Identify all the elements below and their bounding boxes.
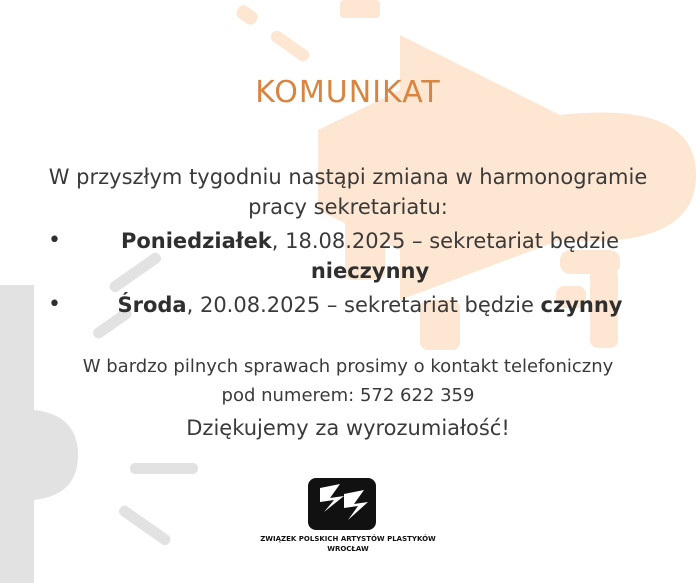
phone-line: pod numerem: 572 622 359 [221, 385, 475, 406]
zpap-logo-icon [306, 476, 378, 532]
list-item [40, 226, 660, 286]
contact-info [20, 352, 676, 410]
intro-text: W przyszłym tygodniu nastąpi zmiana w harmonogramie pracy sekretariatu: [48, 165, 648, 219]
contact-line: W bardzo pilnych sprawach prosimy o kontakt telefoniczny [82, 356, 614, 377]
day-label: Poniedziałek [120, 229, 272, 253]
date-text: , 18.08.2025 – sekretariat będzie [271, 229, 620, 253]
org-city: WROCŁAW [327, 545, 369, 553]
date-text: , 20.08.2025 – sekretariat będzie [186, 293, 541, 317]
thanks-text: Dziękujemy za wyrozumiałość! [186, 416, 510, 440]
day-label: Środa [117, 293, 187, 317]
page-title: KOMUNIKAT [255, 75, 441, 110]
bullet-icon: • [48, 292, 61, 317]
status-label: nieczynny [310, 259, 430, 283]
org-name: ZWIĄZEK POLSKICH ARTYSTÓW PLASTYKÓW [260, 535, 436, 543]
bullet-icon: • [48, 228, 61, 253]
status-label: czynny [540, 293, 623, 317]
organization-name [200, 534, 496, 554]
list-item [40, 290, 660, 320]
